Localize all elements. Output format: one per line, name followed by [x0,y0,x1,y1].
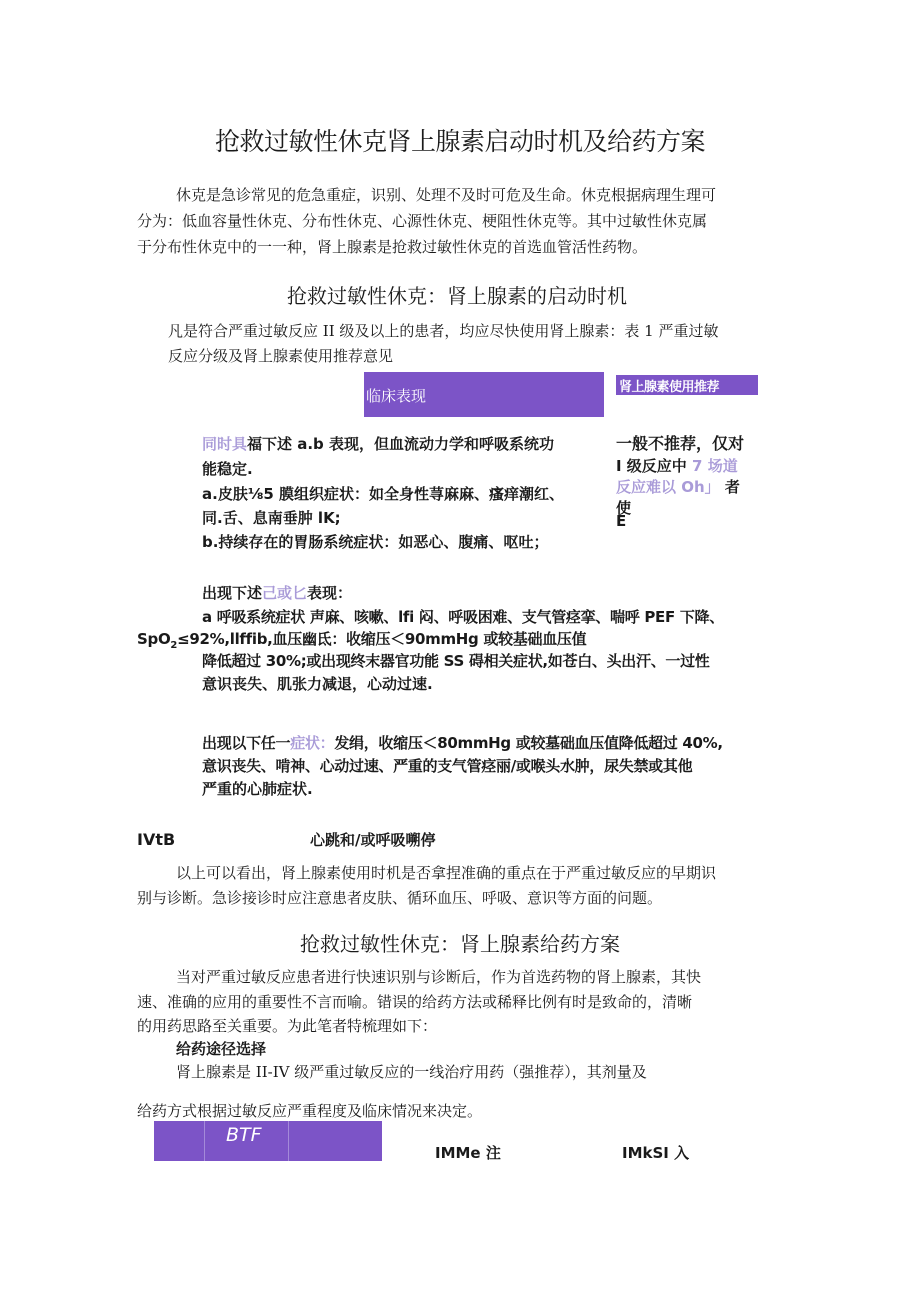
section2-line-2: 速、准确的应用的重要性不言而喻。错误的给药方法或稀释比例有时是致命的，清晰 [137,993,693,1011]
row4-text: 心跳和/或呼吸嗍停 [310,831,436,849]
row1-rec-line-4: 使 [616,499,632,517]
section2-line-5: 给药方式根据过敏反应严重程度及临床情况来决定。 [137,1102,483,1120]
row2-line-3-sub: 2 [170,640,178,651]
page-title: 抢救过敏性休克肾上腺素启动时机及给药方案 [214,127,705,156]
row2-line-5: 意识丧失、肌张力减退，心动过速. [202,675,433,693]
intro-line-3: 于分布性休克中的一一种，肾上腺素是抢救过敏性休克的首选血管活性药物。 [137,238,648,256]
row2-line-3-prefix: SpO [137,630,171,648]
row1-line-5: b.持续存在的胃肠系统症状：如恶心、腹痛、呕吐； [202,533,549,551]
summary-line-1: 以上可以看出，肾上腺素使用时机是否拿捏准确的重点在于严重过敏反应的早期识 [176,864,717,882]
section2-subheading: 给药途径选择 [176,1040,267,1058]
row1-rec-faded-2: 反应难以 Oh」 [616,478,720,496]
section2-line-4: 肾上腺素是 II-IV 级严重过敏反应的一线治疗用药（强推荐），其剂量及 [176,1063,647,1081]
table2-divider-2 [288,1121,289,1161]
row1-line-2: 能稳定. [202,460,253,478]
row1-rec-line-3 [616,474,740,500]
row1-rec-line-5: E [616,512,627,530]
row2-line-1-rest: 表现： [307,584,353,602]
row1-line-1-text: 福下述 a.b 表现，但血流动力学和呼吸系统功 [247,435,555,453]
table1-header-recommend-label: 肾上腺素使用推荐 [619,380,720,395]
row2-faded-text: 己或匕 [262,584,308,602]
intro-line-2: 分为：低血容量性休克、分布性休克、心源性休克、梗阻性休克等。其中过敏性休克属 [137,212,708,230]
summary-line-2: 别与诊断。急诊接诊时应注意患者皮肤、循环血压、呼吸、意识等方面的问题。 [137,889,663,907]
section1-line-2: 反应分级及肾上腺素使用推荐意见 [168,347,394,365]
row1-line-3: a.皮肤⅛5 膜组织症状：如全身性荨麻麻、瘙痒潮红、 [202,485,565,503]
row2-line-3-rest: ≤92%,llffib,血压幽氐：收缩压＜90mmHg 或较基础血压值 [177,630,587,648]
table1-header-clinical-label: 临床表现 [366,387,427,405]
table2-header-label: BTF [226,1124,262,1146]
row1-rec-faded-1: 7 场道 [692,457,738,475]
row2-line-2: a 呼吸系统症状 声麻、咳嗽、lfi 闷、呼吸困难、支气管痉挛、喘呼 PEF 下降、 [202,608,724,626]
row2-line-1-prefix: 出现下述 [202,584,263,602]
row3-line-2: 意识丧失、啃神、心动过速、严重的支气管痉丽/或喉头水肿，尿失禁或其他 [202,757,693,775]
row2-line-1 [202,580,352,606]
row1-rec-line-3-text: 者 [724,478,740,496]
section2-line-3: 的用药思路至关重要。为此笔者特梳理如下： [137,1017,438,1035]
row1-rec-line-2-text: I 级反应中 [616,457,687,475]
row3-line-1-prefix: 出现以下任一 [202,734,291,752]
section2-heading: 抢救过敏性休克：肾上腺素给药方案 [300,932,620,956]
row1-line-1 [202,431,554,457]
table2-divider-1 [204,1121,205,1161]
row3-line-3: 严重的心肺症状. [202,780,313,798]
section2-line-1: 当对严重过敏反应患者进行快速识别与诊断后，作为首选药物的肾上腺素，其快 [176,968,702,986]
table2-col-im: IMMe 注 [435,1144,501,1162]
section1-heading: 抢救过敏性休克：肾上腺素的启动时机 [287,284,627,308]
table1-header-clinical [364,372,604,417]
table2-header [154,1121,382,1161]
row1-faded-text: 同时具 [202,435,248,453]
row4-grade: IVtB [137,830,176,849]
table2-col-ims: IMkSI 入 [622,1144,690,1162]
section1-line-1: 凡是符合严重过敏反应 II 级及以上的患者，均应尽快使用肾上腺素：表 1 严重过敏 [168,322,719,340]
row3-faded-text: 症状： [290,734,335,752]
row3-line-1-rest: 发绢，收缩压＜80mmHg 或较墓础血压值降低超过 40%, [334,734,723,752]
intro-line-1: 休克是急诊常见的危急重症，识别、处理不及时可危及生命。休克根据病理生理可 [176,186,717,204]
row2-line-4: 降低超过 30%;或出现终末器官功能 SS 碍相关症状,如苍白、头出汗、一过性 [202,652,710,670]
row1-rec-line-1: 一般不推荐，仅对 [616,434,745,453]
table1-header-recommend [616,375,758,395]
row1-line-4: 同.舌、息南垂肿 lK; [202,509,341,527]
